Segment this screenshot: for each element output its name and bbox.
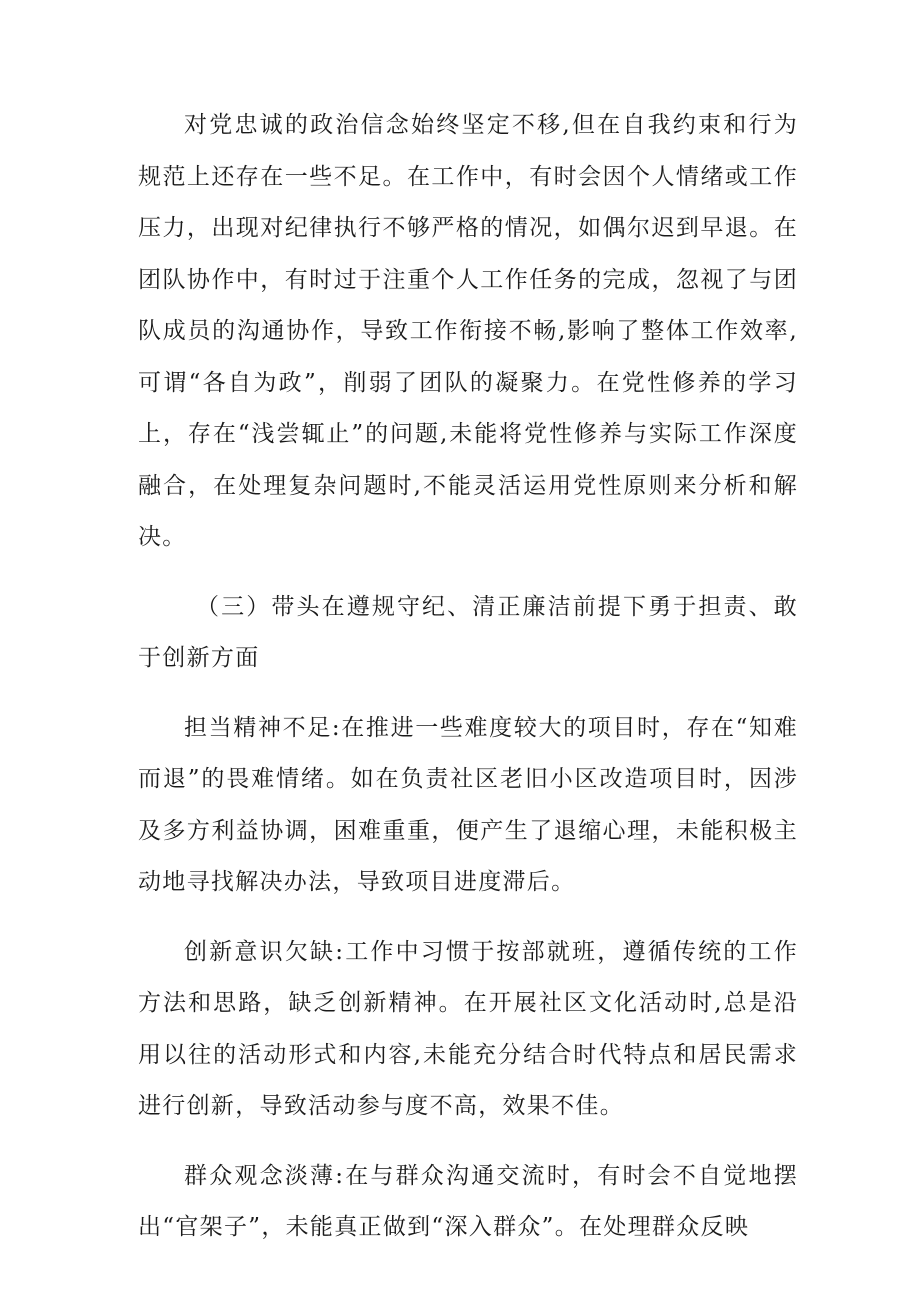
paragraph-innovation: 创新意识欠缺:工作中习惯于按部就班，遵循传统的工作方法和思路，缺乏创新精神。在开展社区文化活动时,总是沿用以往的活动形式和内容,未能充分结合时代特点和居民需求进行创新，导致活动参与度不高，效果不佳。 (138, 938, 798, 1119)
paragraph-responsibility: 担当精神不足:在推进一些难度较大的项目时，存在“知难而退”的畏难情绪。如在负责社区老旧小区改造项目时，因涉及多方利益协调，困难重重，便产生了退缩心理，未能积极主动地寻找解决办法，导致项目进度滞后。 (138, 714, 798, 895)
paragraph-discipline-shortcomings: 对党忠诚的政治信念始终坚定不移,但在自我约束和行为规范上还存在一些不足。在工作中，有时会因个人情绪或工作压力，出现对纪律执行不够严格的情况，如偶尔迟到早退。在团队协作中，有时过于注重个人工作任务的完成，忽视了与团队成员的沟通协作，导致工作衔接不畅,影响了整体工作效率,可谓“各自为政”，削弱了团队的凝聚力。在党性修养的学习上，存在“浅尝辄止”的问题,未能将党性修养与实际工作深度融合，在处理复杂问题时,不能灵活运用党性原则来分析和解决。 (138, 112, 798, 550)
document-page (138, 100, 798, 1254)
paragraph-mass-line: 群众观念淡薄:在与群众沟通交流时，有时会不自觉地摆出“官架子”，未能真正做到“深入群众”。在处理群众反映 (138, 1162, 798, 1240)
section-heading-three: （三）带头在遵规守纪、清正廉洁前提下勇于担责、敢于创新方面 (138, 593, 798, 671)
